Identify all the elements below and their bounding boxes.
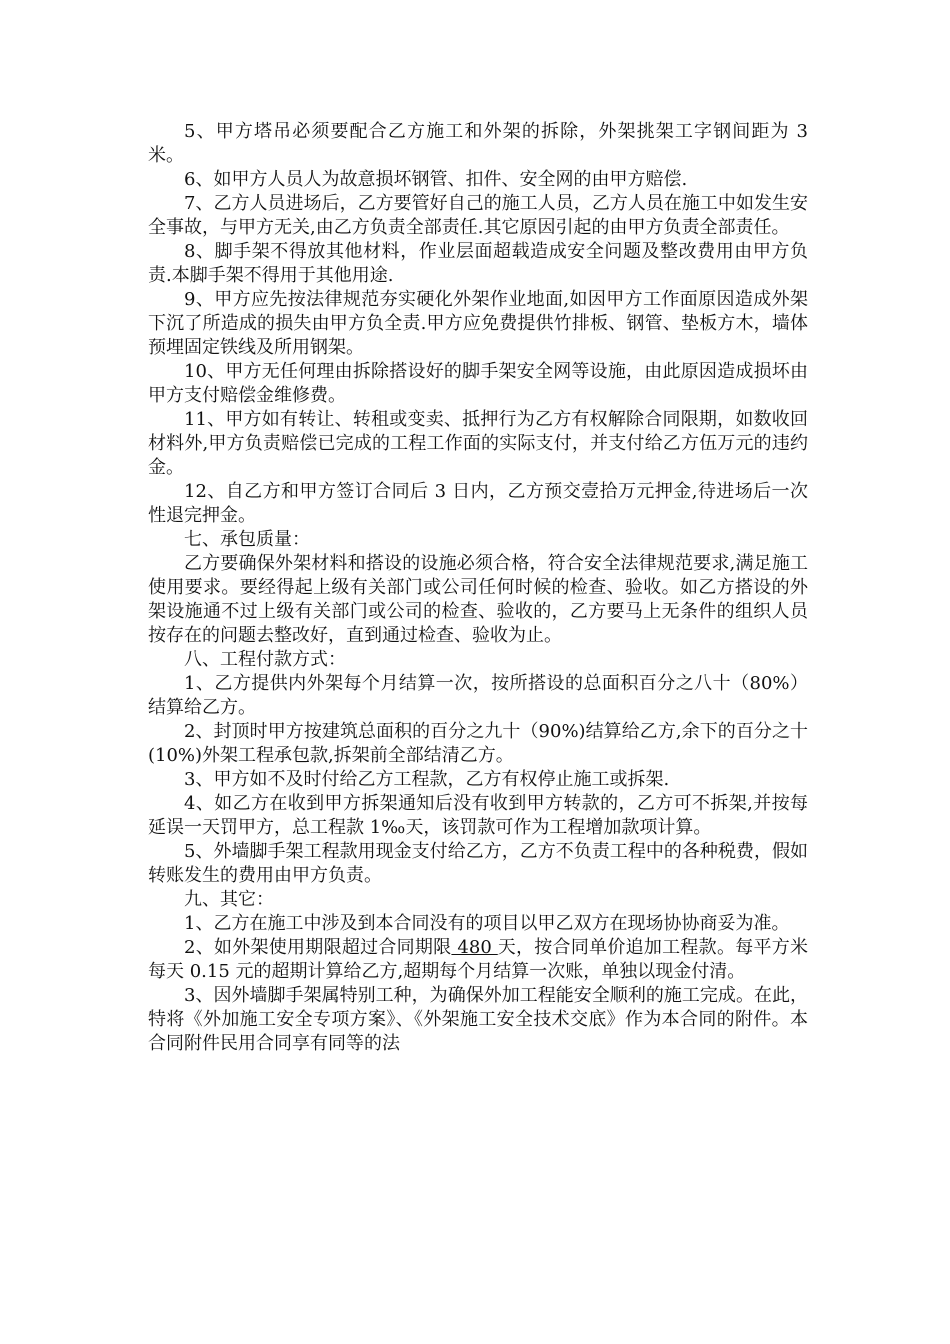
section-7-heading: 七、承包质量： <box>184 529 310 550</box>
clause-12-deposit: 12、自乙方和甲方签订合同后 3 日内，乙方预交壹拾万元押金,待进场后一次性退完押金。 <box>148 481 808 526</box>
payment-clause-5: 5、外墙脚手架工程款用现金支付给乙方，乙方不负责工程中的各种税费，假如转账发生的费用由甲方负责。 <box>148 841 808 886</box>
other-clause-2 <box>148 936 808 984</box>
clause-9-ground-hardening: 9、甲方应先按法律规范夯实硬化外架作业地面,如因甲方工作面原因造成外架下沉了所造成的损失由甲方负全责.甲方应免费提供竹排板、钢管、垫板方木，墙体预埋固定铁线及所用钢架。 <box>148 289 808 358</box>
clause-6-damage-compensation: 6、如甲方人员人为故意损坏钢管、扣件、安全网的由甲方赔偿. <box>184 169 688 190</box>
other-clause-1: 1、乙方在施工中涉及到本合同没有的项目以甲乙双方在现场协协商妥为准。 <box>184 913 790 934</box>
clause-10-removal-facilities: 10、甲方无任何理由拆除搭设好的脚手架安全网等设施，由此原因造成损坏由甲方支付赔偿金维修费。 <box>148 361 808 406</box>
overtime-days-value: 480 <box>451 937 498 958</box>
other-clause-3: 3、因外墙脚手架属特别工种，为确保外加工程能安全顺利的施工完成。在此，特将《外加施工安全专项方案》、《外架施工安全技术交底》作为本合同的附件。本合同附件民用合同享有同等的法 <box>148 985 808 1054</box>
section-9-heading: 九、其它： <box>184 889 274 910</box>
other-clause-2-before: 2、如外架使用期限超过合同期限 <box>184 937 452 958</box>
clause-5-tower-crane: 5、甲方塔吊必须要配合乙方施工和外架的拆除，外架挑架工字钢间距为 3 米。 <box>148 121 808 166</box>
section-7-quality-text: 乙方要确保外架材料和搭设的设施必须合格，符合安全法律规范要求,满足施工使用要求。要经得起上级有关部门或公司任何时候的检查、验收。如乙方搭设的外架设施通不过上级有关部门或公司的检查、验收的，乙方要马上无条件的组织人员按存在的问题去整改好，直到通过检查、验收为止。 <box>148 553 808 646</box>
payment-clause-4: 4、如乙方在收到甲方拆架通知后没有收到甲方转款的，乙方可不拆架,并按每延误一天罚甲方，总工程款 1‰天，该罚款可作为工程增加款项计算。 <box>148 793 808 838</box>
document-page <box>148 120 808 1056</box>
payment-clause-3: 3、甲方如不及时付给乙方工程款，乙方有权停止施工或拆架. <box>184 769 670 790</box>
section-8-heading: 八、工程付款方式： <box>184 649 346 670</box>
clause-8-scaffold-load: 8、脚手架不得放其他材料，作业层面超载造成安全问题及整改费用由甲方负责.本脚手架不得用于其他用途. <box>148 241 808 286</box>
other-clause-2-after: 天，按合同单价追加工程款。每平方米每天 0.15 元的超期计算给乙方,超期每个月结算一次账，单独以现金付清。 <box>148 937 808 982</box>
payment-clause-2: 2、封顶时甲方按建筑总面积的百分之九十（90%)结算给乙方,余下的百分之十(10%)外架工程承包款,拆架前全部结清乙方。 <box>148 721 808 766</box>
clause-11-transfer-termination: 11、甲方如有转让、转租或变卖、抵押行为乙方有权解除合同限期，如数收回材料外,甲方负责赔偿已完成的工程工作面的实际支付，并支付给乙方伍万元的违约金。 <box>148 409 808 478</box>
payment-clause-1: 1、乙方提供内外架每个月结算一次，按所搭设的总面积百分之八十（80%）结算给乙方。 <box>148 673 808 718</box>
clause-7-personnel-safety: 7、乙方人员进场后，乙方要管好自己的施工人员，乙方人员在施工中如发生安全事故，与甲方无关,由乙方负责全部责任.其它原因引起的由甲方负责全部责任。 <box>148 193 808 238</box>
